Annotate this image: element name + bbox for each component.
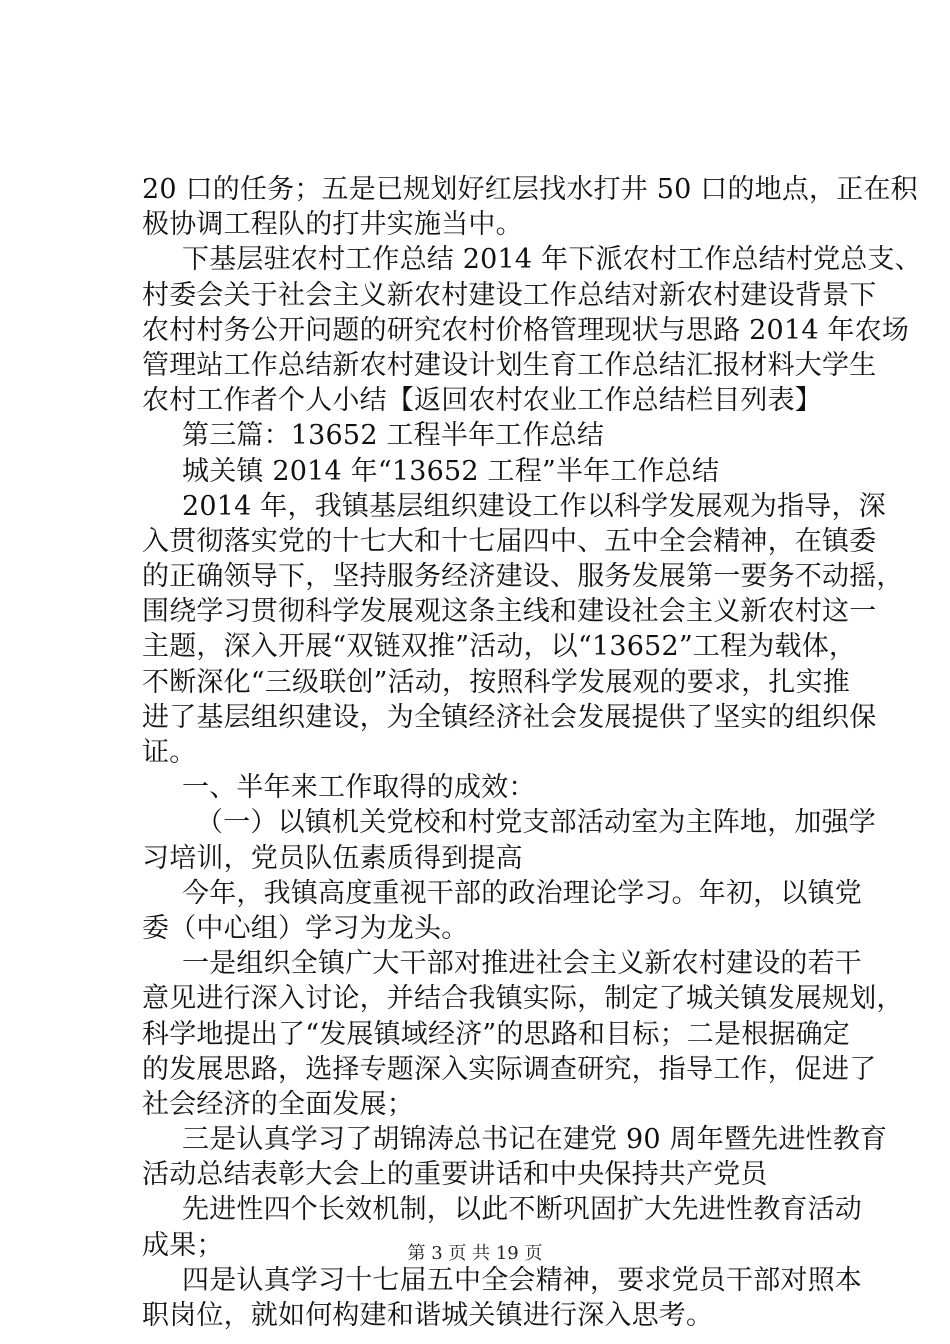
text-line: 三是认真学习了胡锦涛总书记在建党 90 周年暨先进性教育 [182,1124,888,1156]
text-line: 下基层驻农村工作总结 2014 年下派农村工作总结村党总支、 [182,244,922,276]
text-line: 的正确领导下，坚持服务经济建设、服务发展第一要务不动摇， [142,561,904,593]
text-line: 四是认真学习十七届五中全会精神，要求党员干部对照本 [182,1264,862,1296]
text-line: （一）以镇机关党校和村党支部活动室为主阵地，加强学 [196,807,876,839]
text-line: 主题，深入开展“双链双推”活动，以“13652”工程为载体， [142,631,857,663]
text-line: 村委会关于社会主义新农村建设工作总结对新农村建设背景下 [142,279,877,311]
document-body [142,172,922,1333]
text-line: 证。 [142,737,197,768]
text-line: 职岗位，就如何构建和谐城关镇进行深入思考。 [142,1300,714,1331]
page-number-footer: 第 3 页 共 19 页 [407,1243,543,1264]
text-line: 习培训，党员队伍素质得到提高 [142,842,523,874]
text-line: 2014 年，我镇基层组织建设工作以科学发展观为指导，深 [182,490,886,522]
text-line: 先进性四个长效机制，以此不断巩固扩大先进性教育活动 [182,1194,862,1226]
text-line: 围绕学习贯彻科学发展观这条主线和建设社会主义新农村这一 [142,596,877,628]
text-line: 社会经济的全面发展； [142,1088,414,1120]
text-line: 20 口的任务；五是已规划好红层找水打井 50 口的地点，正在积 [142,174,918,205]
text-line: 进了基层组织建设，为全镇经济社会发展提供了坚实的组织保 [142,701,877,733]
text-line: 管理站工作总结新农村建设计划生育工作总结汇报材料大学生 [142,349,877,381]
text-line: 委（中心组）学习为龙头。 [142,912,469,944]
text-line: 入贯彻落实党的十七大和十七届四中、五中全会精神，在镇委 [142,525,877,557]
text-line: 一是组织全镇广大干部对推进社会主义新农村建设的若干 [182,948,862,980]
text-line: 科学地提出了“发展镇域经济”的思路和目标；二是根据确定 [142,1018,851,1050]
text-line: 今年，我镇高度重视干部的政治理论学习。年初，以镇党 [182,877,862,909]
subsection-heading: 一、半年来工作取得的成效： [182,772,536,804]
section-heading: 第三篇：13652 工程半年工作总结 [182,420,605,452]
text-line: 极协调工程队的打井实施当中。 [142,209,523,241]
text-line: 不断深化“三级联创”活动，按照科学发展观的要求，扎实推 [142,666,851,698]
text-line: 的发展思路，选择专题深入实际调查研究，指导工作，促进了 [142,1053,877,1085]
text-line: 农村村务公开问题的研究农村价格管理现状与思路 2014 年农场 [142,314,910,346]
text-line: 意见进行深入讨论，并结合我镇实际，制定了城关镇发展规划， [142,983,904,1015]
article-title: 城关镇 2014 年“13652 工程”半年工作总结 [182,455,720,487]
text-line: 成果； [142,1229,224,1261]
text-line: 农村工作者个人小结【返回农村农业工作总结栏目列表】 [142,385,822,417]
text-line: 活动总结表彰大会上的重要讲话和中央保持共产党员 [142,1159,768,1191]
